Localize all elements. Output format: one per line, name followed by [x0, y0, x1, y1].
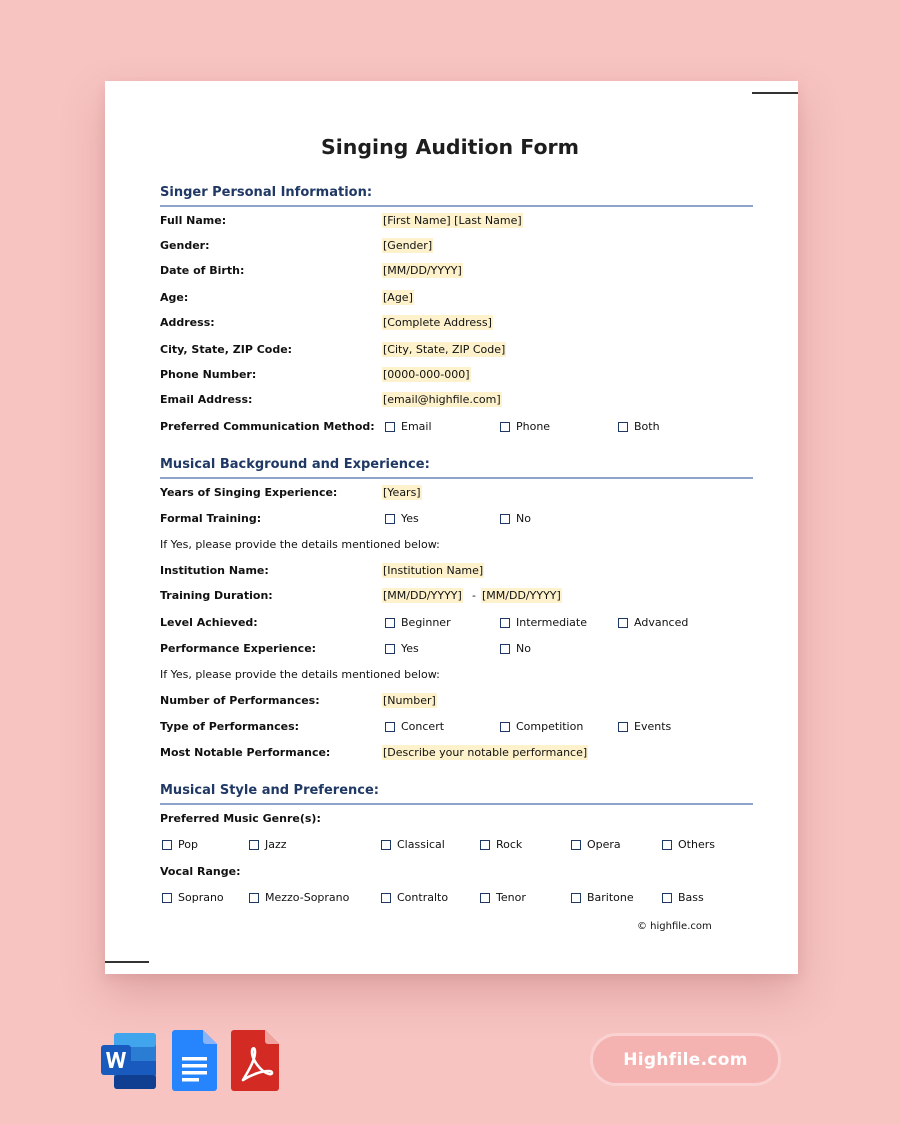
note-text: If Yes, please provide the details mentioned below:: [160, 538, 440, 551]
field-duration: [160, 589, 753, 607]
checkbox-icon[interactable]: [618, 422, 628, 432]
checkbox-phone[interactable]: [500, 420, 550, 433]
word-icon[interactable]: [100, 1030, 158, 1092]
checkbox-mezzo-soprano[interactable]: [249, 891, 349, 904]
option-label: Baritone: [587, 891, 634, 904]
field-label: Formal Training:: [160, 512, 262, 525]
checkbox-rock[interactable]: [480, 838, 522, 851]
field-label: Training Duration:: [160, 589, 273, 602]
option-label: No: [516, 642, 531, 655]
field-value-from[interactable]: [MM/DD/YYYY]: [383, 589, 462, 602]
checkbox-icon[interactable]: [381, 840, 391, 850]
copyright-text: © highfile.com: [637, 921, 712, 932]
checkbox-icon[interactable]: [249, 840, 259, 850]
checkbox-icon[interactable]: [662, 840, 672, 850]
checkbox-icon[interactable]: [618, 618, 628, 628]
field-label: Performance Experience:: [160, 642, 317, 655]
field-label: Phone Number:: [160, 368, 257, 381]
field-label: Full Name:: [160, 214, 227, 227]
checkbox-baritone[interactable]: [571, 891, 634, 904]
checkbox-events[interactable]: [618, 720, 671, 733]
field-email: [160, 393, 753, 411]
checkbox-icon[interactable]: [500, 514, 510, 524]
checkbox-icon[interactable]: [385, 514, 395, 524]
field-value[interactable]: [0000-000-000]: [383, 368, 470, 381]
form-title: Singing Audition Form: [320, 135, 580, 159]
checkbox-intermediate[interactable]: [500, 616, 587, 629]
checkbox-classical[interactable]: [381, 838, 445, 851]
field-genre-label: [160, 812, 753, 830]
brand-text: Highfile.com: [623, 1049, 748, 1070]
note-text: If Yes, please provide the details mentioned below:: [160, 668, 440, 681]
option-label: Phone: [516, 420, 551, 433]
field-value[interactable]: [Age]: [383, 291, 413, 304]
section-heading-background: Musical Background and Experience:: [160, 457, 753, 479]
option-label: Soprano: [178, 891, 224, 904]
checkbox-advanced[interactable]: [618, 616, 688, 629]
checkbox-icon[interactable]: [500, 644, 510, 654]
option-label: Intermediate: [516, 616, 587, 629]
field-label: Type of Performances:: [160, 720, 300, 733]
checkbox-tenor[interactable]: [480, 891, 526, 904]
option-label: Beginner: [401, 616, 451, 629]
option-label: Classical: [397, 838, 445, 851]
field-value-to[interactable]: [MM/DD/YYYY]: [482, 589, 561, 602]
field-label: Preferred Communication Method:: [160, 420, 375, 433]
field-label: Level Achieved:: [160, 616, 258, 629]
crop-mark: [752, 92, 798, 94]
genre-options: [160, 838, 753, 856]
checkbox-beginner[interactable]: [385, 616, 451, 629]
checkbox-icon[interactable]: [249, 893, 259, 903]
field-age: [160, 291, 753, 309]
checkbox-icon[interactable]: [662, 893, 672, 903]
checkbox-no[interactable]: [500, 642, 531, 655]
field-label: City, State, ZIP Code:: [160, 343, 293, 356]
field-label: Institution Name:: [160, 564, 269, 577]
field-value[interactable]: [City, State, ZIP Code]: [383, 343, 506, 356]
option-label: Bass: [678, 891, 704, 904]
field-label: Address:: [160, 316, 215, 329]
checkbox-icon[interactable]: [480, 893, 490, 903]
field-label: Vocal Range:: [160, 865, 241, 878]
checkbox-both[interactable]: [618, 420, 660, 433]
field-performance-types: [160, 720, 753, 738]
pdf-icon[interactable]: [231, 1030, 280, 1092]
option-label: Competition: [516, 720, 584, 733]
field-value[interactable]: [Describe your notable performance]: [383, 746, 588, 759]
brand-badge[interactable]: [590, 1033, 781, 1086]
option-label: Pop: [178, 838, 198, 851]
checkbox-icon[interactable]: [500, 422, 510, 432]
checkbox-icon[interactable]: [618, 722, 628, 732]
field-years: [160, 486, 753, 504]
field-notable-performance: [160, 746, 753, 764]
field-label: Number of Performances:: [160, 694, 320, 707]
field-full-name: [160, 214, 753, 232]
checkbox-icon[interactable]: [500, 722, 510, 732]
field-value[interactable]: [email@highfile.com]: [383, 393, 501, 406]
checkbox-opera[interactable]: [571, 838, 621, 851]
field-range-label: [160, 865, 753, 883]
option-label: Contralto: [397, 891, 449, 904]
checkbox-others[interactable]: [662, 838, 715, 851]
checkbox-icon[interactable]: [571, 893, 581, 903]
field-value[interactable]: [Institution Name]: [383, 564, 484, 577]
field-value[interactable]: [Number]: [383, 694, 436, 707]
checkbox-icon[interactable]: [571, 840, 581, 850]
field-label: Preferred Music Genre(s):: [160, 812, 321, 825]
field-value[interactable]: [MM/DD/YYYY]: [383, 264, 462, 277]
crop-mark: [105, 961, 149, 963]
field-label: Date of Birth:: [160, 264, 245, 277]
option-label: Jazz: [265, 838, 287, 851]
checkbox-jazz[interactable]: [249, 838, 287, 851]
option-label: Both: [634, 420, 660, 433]
option-label: Tenor: [496, 891, 526, 904]
field-communication: [160, 420, 753, 438]
section-heading-style: Musical Style and Preference:: [160, 783, 753, 805]
field-level: [160, 616, 753, 634]
field-value[interactable]: [Complete Address]: [383, 316, 492, 329]
instruction-note: [160, 538, 753, 556]
field-label: Email Address:: [160, 393, 253, 406]
checkbox-icon[interactable]: [162, 840, 172, 850]
checkbox-yes[interactable]: [385, 642, 419, 655]
checkbox-competition[interactable]: [500, 720, 583, 733]
field-value[interactable]: [First Name] [Last Name]: [383, 214, 522, 227]
field-label: Age:: [160, 291, 189, 304]
field-value[interactable]: [Years]: [383, 486, 421, 499]
field-dob: [160, 264, 753, 282]
option-label: Others: [678, 838, 715, 851]
option-label: Rock: [496, 838, 523, 851]
instruction-note: [160, 668, 753, 686]
field-number-performances: [160, 694, 753, 712]
checkbox-icon[interactable]: [500, 618, 510, 628]
field-city: [160, 343, 753, 361]
field-label: Gender:: [160, 239, 210, 252]
field-formal-training: [160, 512, 753, 530]
checkbox-bass[interactable]: [662, 891, 704, 904]
option-label: Opera: [587, 838, 621, 851]
option-label: Mezzo-Soprano: [265, 891, 350, 904]
field-label: Years of Singing Experience:: [160, 486, 338, 499]
option-label: Concert: [401, 720, 445, 733]
range-options: [160, 891, 753, 909]
option-label: Yes: [401, 512, 419, 525]
checkbox-icon[interactable]: [162, 893, 172, 903]
field-address: [160, 316, 753, 334]
checkbox-icon[interactable]: [385, 422, 395, 432]
field-value[interactable]: [Gender]: [383, 239, 433, 252]
option-label: Advanced: [634, 616, 689, 629]
checkbox-contralto[interactable]: [381, 891, 448, 904]
checkbox-yes[interactable]: [385, 512, 419, 525]
option-label: Yes: [401, 642, 419, 655]
checkbox-soprano[interactable]: [162, 891, 224, 904]
field-gender: [160, 239, 753, 257]
google-docs-icon[interactable]: [172, 1030, 218, 1092]
option-label: No: [516, 512, 531, 525]
field-phone: [160, 368, 753, 386]
checkbox-icon[interactable]: [385, 722, 395, 732]
range-separator: -: [472, 589, 476, 602]
checkbox-icon[interactable]: [385, 644, 395, 654]
option-label: Email: [401, 420, 432, 433]
section-heading-personal: Singer Personal Information:: [160, 185, 753, 207]
option-label: Events: [634, 720, 672, 733]
checkbox-icon[interactable]: [385, 618, 395, 628]
checkbox-icon[interactable]: [480, 840, 490, 850]
checkbox-pop[interactable]: [162, 838, 198, 851]
checkbox-no[interactable]: [500, 512, 531, 525]
checkbox-email[interactable]: [385, 420, 432, 433]
field-performance-experience: [160, 642, 753, 660]
field-label: Most Notable Performance:: [160, 746, 331, 759]
checkbox-concert[interactable]: [385, 720, 444, 733]
field-institution: [160, 564, 753, 582]
checkbox-icon[interactable]: [381, 893, 391, 903]
